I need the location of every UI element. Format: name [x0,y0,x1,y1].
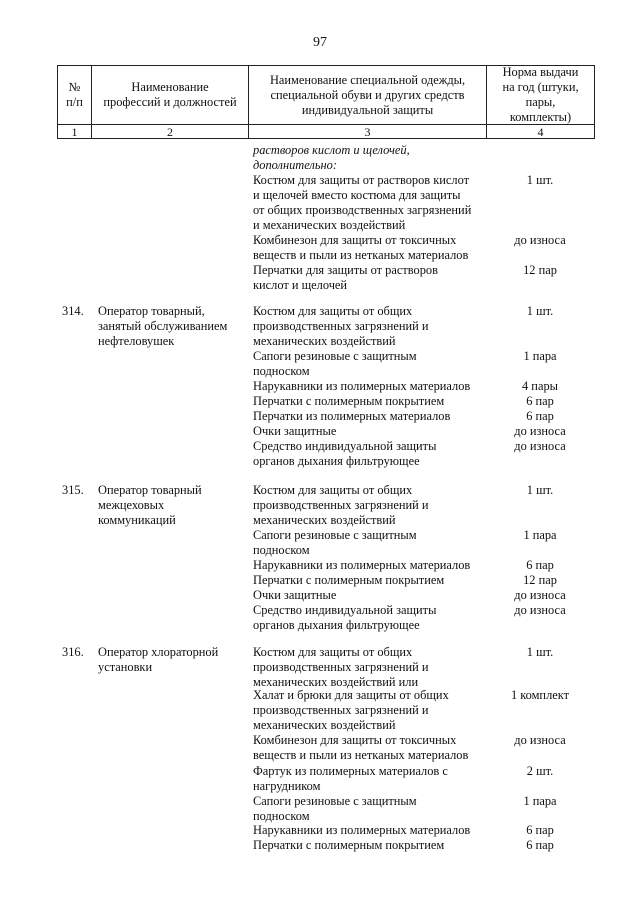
header-number: № п/п [66,80,83,109]
norm-value: 1 шт. [526,173,554,187]
header-norm: Норма выдачи на год (штуки, пары, комплекты) [502,65,579,124]
equipment-item: Фартук из полимерных материалов с нагрудником [253,764,448,793]
equipment-item: Халат и брюки для защиты от общих производственных загрязнений и механических воздействий [253,688,449,732]
row-number: 315. [62,483,84,497]
norm-value: до износа [514,424,566,438]
profession-name: Оператор товарный, занятый обслуживанием нефтеловушек [98,304,228,348]
norm-value: 1 пара [523,349,557,363]
norm-value: 6 пар [526,409,554,423]
equipment-item: Очки защитные [253,588,337,602]
equipment-item: Нарукавники из полимерных материалов [253,823,471,837]
norm-value: 1 комплект [510,688,570,702]
equipment-item: Сапоги резиновые с защитным подноском [253,528,417,557]
norm-value: до износа [514,439,566,453]
norm-value: до износа [514,588,566,602]
equipment-item: Нарукавники из полимерных материалов [253,379,471,393]
column-number: 2 [167,125,173,139]
norm-value: 6 пар [526,838,554,852]
norm-value: 1 пара [523,528,557,542]
profession-name: Оператор товарный межцеховых коммуникаций [98,483,202,527]
equipment-item: Нарукавники из полимерных материалов [253,558,471,572]
profession-name: Оператор хлораторной установки [98,645,219,674]
norm-value: 2 шт. [526,764,554,778]
row-number: 316. [62,645,84,659]
column-number: 3 [364,125,371,139]
equipment-item: Костюм для защиты от общих производственных загрязнений и механических воздействий [253,483,429,527]
norm-value: 6 пар [526,558,554,572]
row-number: 314. [62,304,84,318]
equipment-item: Костюм для защиты от общих производственных загрязнений и механических воздействий [253,304,429,348]
equipment-item: Перчатки с полимерным покрытием [253,394,445,408]
table-header [57,65,595,139]
norm-value: до износа [514,603,566,617]
continuation-text: дополнительно: [253,158,337,172]
equipment-item: Перчатки с полимерным покрытием [253,573,445,587]
norm-value: 1 шт. [526,483,554,497]
continuation-text: растворов кислот и щелочей, [253,143,410,157]
norm-value: 6 пар [526,394,554,408]
equipment-item: Средство индивидуальной защиты органов дыхания фильтрующее [253,439,437,468]
norm-value: до износа [514,233,566,247]
equipment-item: Костюм для защиты от общих производственных загрязнений и механических воздействий или [253,645,429,689]
equipment-item: Перчатки из полимерных материалов [253,409,451,423]
header-equipment: Наименование специальной одежды, специальной обуви и других средств индивидуальной защиты [269,72,466,117]
column-number: 4 [537,125,544,139]
equipment-item: Средство индивидуальной защиты органов дыхания фильтрующее [253,603,437,632]
norm-value: 4 пары [522,379,558,393]
page-number: 97 [313,35,327,50]
norm-value: до износа [514,733,566,747]
norm-value: 1 шт. [526,645,554,659]
equipment-item: Перчатки с полимерным покрытием [253,838,445,852]
equipment-item: Комбинезон для защиты от токсичных веществ и пыли из нетканых материалов [253,733,469,762]
column-number: 1 [71,125,78,139]
equipment-item: Костюм для защиты от растворов кислот и щелочей вместо костюма для защиты от общих производственных загрязнений и механических воздействий [253,173,472,232]
norm-value: 1 пара [523,794,557,808]
equipment-item: Очки защитные [253,424,337,438]
norm-value: 12 пар [523,573,557,587]
equipment-item: Сапоги резиновые с защитным подноском [253,794,417,823]
equipment-item: Комбинезон для защиты от токсичных веществ и пыли из нетканых материалов [253,233,469,262]
norm-value: 1 шт. [526,304,554,318]
header-profession: Наименование профессий и должностей [103,80,237,109]
norm-value: 6 пар [526,823,554,837]
equipment-item: Сапоги резиновые с защитным подноском [253,349,417,378]
equipment-item: Перчатки для защиты от растворов кислот и щелочей [253,263,438,292]
norm-value: 12 пар [523,263,557,277]
